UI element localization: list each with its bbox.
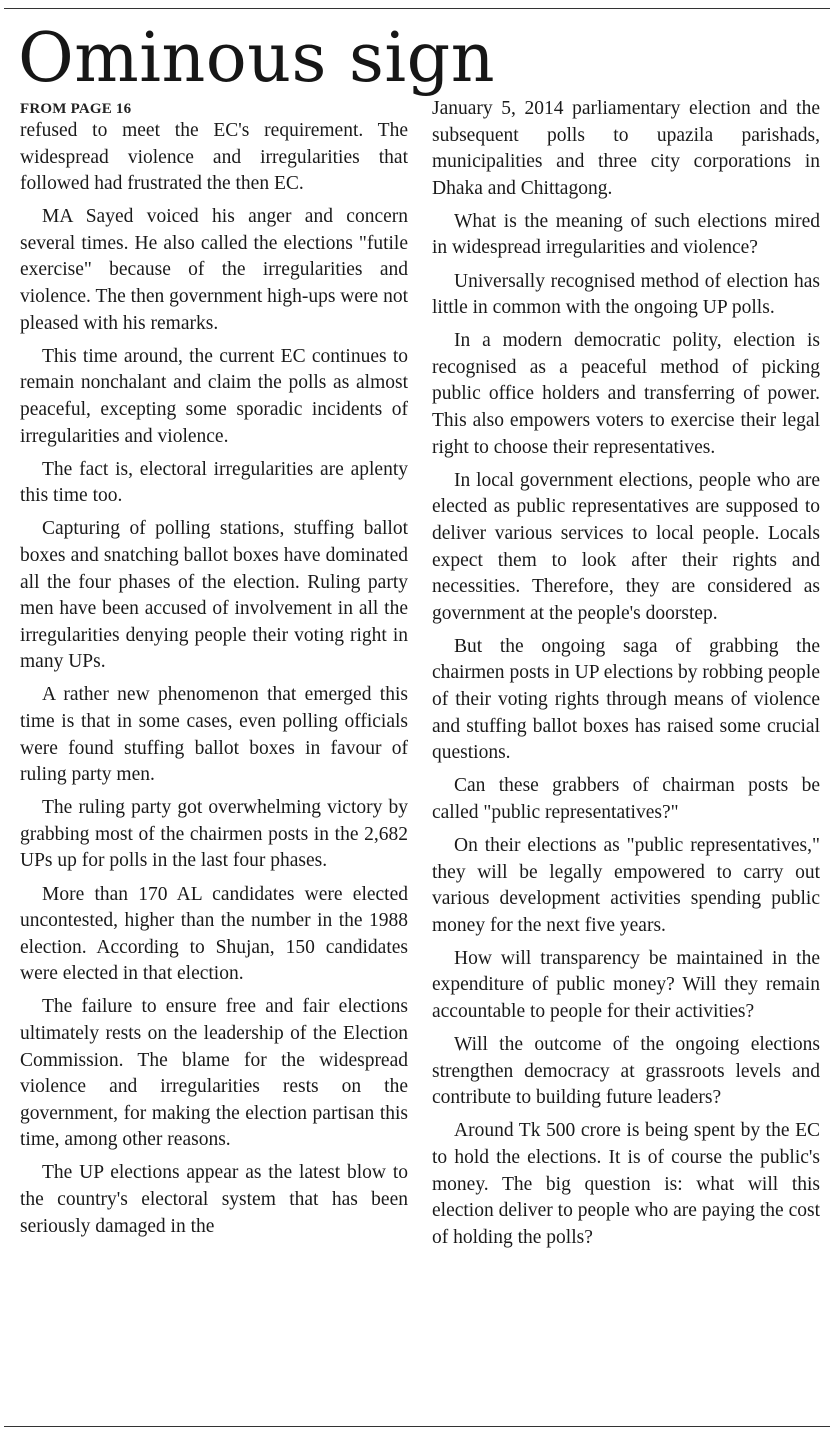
paragraph: The ruling party got overwhelming victory by grabbing most of the chairmen posts in the 2,682 UPs up for polls in the last four phases. <box>20 797 408 872</box>
paragraph: The fact is, electoral irregularities are aplenty this time too. <box>20 458 408 507</box>
right-column <box>432 96 820 1251</box>
paragraph: January 5, 2014 parliamentary election and the subsequent polls to upazila parishads, municipalities and three city corporations in Dhaka and Chittagong. <box>432 98 820 199</box>
paragraph: The failure to ensure free and fair elections ultimately rests on the leadership of the Election Commission. The blame for the widespread violence and irregularities rests on the government, for making the election partisan this time, among other reasons. <box>20 996 408 1151</box>
paragraph: Around Tk 500 crore is being spent by the EC to hold the elections. It is of course the public's money. The big question is: what will this election deliver to people who are paying the cost of holding the polls? <box>432 1120 820 1248</box>
paragraph: Capturing of polling stations, stuffing ballot boxes and snatching ballot boxes have dominated all the four phases of the election. Ruling party men have been accused of involvement in all the irregularities denying people their voting right in many UPs. <box>20 518 408 673</box>
bottom-rule <box>4 1426 830 1427</box>
paragraph: A rather new phenomenon that emerged this time is that in some cases, even polling officials were found stuffing ballot boxes in favour of ruling party men. <box>20 684 408 786</box>
paragraph: refused to meet the EC's requirement. The widespread violence and irregularities that followed had frustrated the then EC. <box>20 120 408 195</box>
paragraph: This time around, the current EC continues to remain nonchalant and claim the polls as almost peaceful, excepting some sporadic incidents of irregularities and violence. <box>20 345 408 447</box>
paragraph: More than 170 AL candidates were elected uncontested, higher than the number in the 1988 election. According to Shujan, 150 candidates were elected in that election. <box>20 883 408 985</box>
paragraph: In local government elections, people who are elected as public representatives are supposed to deliver various services to local people. Locals expect them to look after their rights and necessities. Therefore, they are considered as government at the people's doorstep. <box>432 469 820 624</box>
headline: Ominous sign <box>18 19 495 98</box>
continued-from-label: FROM PAGE 16 <box>20 101 132 117</box>
paragraph: The UP elections appear as the latest blow to the country's electoral system that has been seriously damaged in the <box>20 1162 408 1237</box>
paragraph: In a modern democratic polity, election is recognised as a peaceful method of picking public office holders and transferring of power. This also empowers voters to exercise their legal right to choose their representatives. <box>432 330 820 458</box>
paragraph: What is the meaning of such elections mired in widespread irregularities and violence? <box>432 210 820 259</box>
paragraph: On their elections as "public representatives," they will be legally empowered to carry out various development activities spending public money for the next five years. <box>432 834 820 936</box>
left-column <box>20 96 408 1240</box>
top-rule <box>4 8 830 9</box>
paragraph: How will transparency be maintained in the expenditure of public money? Will they remain accountable to people for their activities? <box>432 947 820 1022</box>
paragraph: Universally recognised method of election has little in common with the ongoing UP polls. <box>432 270 820 319</box>
paragraph: Can these grabbers of chairman posts be called "public representatives?" <box>432 775 820 823</box>
paragraph: But the ongoing saga of grabbing the chairmen posts in UP elections by robbing people of their voting rights through means of violence and stuffing ballot boxes has raised some crucial questions. <box>432 635 820 764</box>
paragraph: Will the outcome of the ongoing elections strengthen democracy at grassroots levels and contribute to building future leaders? <box>432 1034 820 1109</box>
paragraph: MA Sayed voiced his anger and concern several times. He also called the elections "futile exercise" because of the irregularities and violence. The then government high-ups were not pleased with his remarks. <box>20 206 408 334</box>
